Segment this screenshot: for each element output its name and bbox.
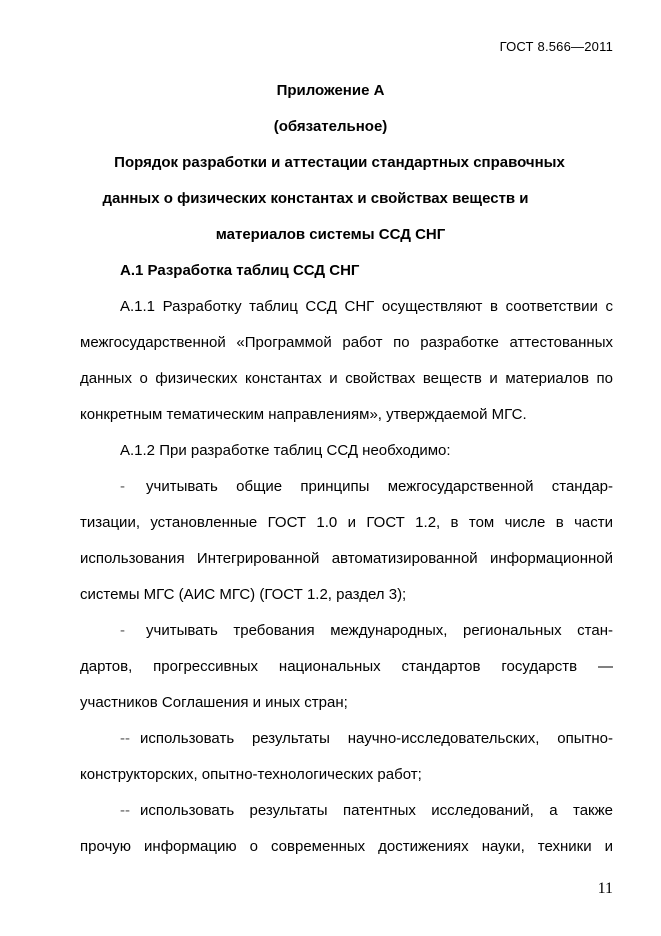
page-number: 11 bbox=[597, 880, 613, 897]
list-item-text: учитывать требования международных, региональных стан- bbox=[146, 622, 613, 639]
appendix-status: (обязательное) bbox=[273, 118, 388, 135]
list-item-line: дартов, прогрессивных национальных стандартов государств — bbox=[80, 658, 613, 675]
list-item-line: конструкторских, опытно-технологических работ; bbox=[80, 766, 422, 783]
appendix-heading-line: Порядок разработки и аттестации стандартных справочных bbox=[114, 154, 565, 171]
appendix-heading-line: материалов системы ССД СНГ bbox=[215, 226, 446, 243]
paragraph-line: данных о физических константах и свойствах веществ и материалов по bbox=[80, 370, 613, 387]
paragraph-line: конкретным тематическим направлениям», утверждаемой МГС. bbox=[80, 406, 527, 423]
paragraph-line: межгосударственной «Программой работ по разработке аттестованных bbox=[80, 334, 613, 351]
list-item-line: прочую информацию о современных достижениях науки, техники и bbox=[80, 838, 613, 855]
list-item-line: использования Интегрированной автоматизированной информационной bbox=[80, 550, 613, 567]
list-item-text: учитывать общие принципы межгосударственной стандар- bbox=[146, 478, 613, 495]
list-item bbox=[120, 478, 613, 496]
list-dash: - bbox=[120, 622, 125, 639]
appendix-title: Приложение А bbox=[276, 82, 385, 99]
paragraph-line: А.1.2 При разработке таблиц ССД необходимо: bbox=[120, 442, 451, 459]
list-item bbox=[120, 802, 613, 820]
list-item-line: тизации, установленные ГОСТ 1.0 и ГОСТ 1.2, в том числе в части bbox=[80, 514, 613, 531]
list-item-line: участников Соглашения и иных стран; bbox=[80, 694, 348, 711]
list-dash: - bbox=[120, 478, 125, 495]
list-item-line: системы МГС (АИС МГС) (ГОСТ 1.2, раздел 3); bbox=[80, 586, 407, 603]
list-item bbox=[120, 730, 613, 748]
list-item-text: использовать результаты патентных исследований, а также bbox=[140, 802, 613, 819]
list-dash: -- bbox=[120, 802, 130, 819]
appendix-heading-line: данных о физических константах и свойствах веществ и bbox=[102, 190, 529, 207]
standard-designation: ГОСТ 8.566—2011 bbox=[499, 39, 613, 54]
list-item-text: использовать результаты научно-исследовательских, опытно- bbox=[140, 730, 613, 747]
list-item bbox=[120, 622, 613, 640]
list-dash: -- bbox=[120, 730, 130, 747]
paragraph-line: А.1.1 Разработку таблиц ССД СНГ осуществляют в соответствии с bbox=[120, 298, 613, 315]
section-heading: А.1 Разработка таблиц ССД СНГ bbox=[120, 262, 360, 279]
